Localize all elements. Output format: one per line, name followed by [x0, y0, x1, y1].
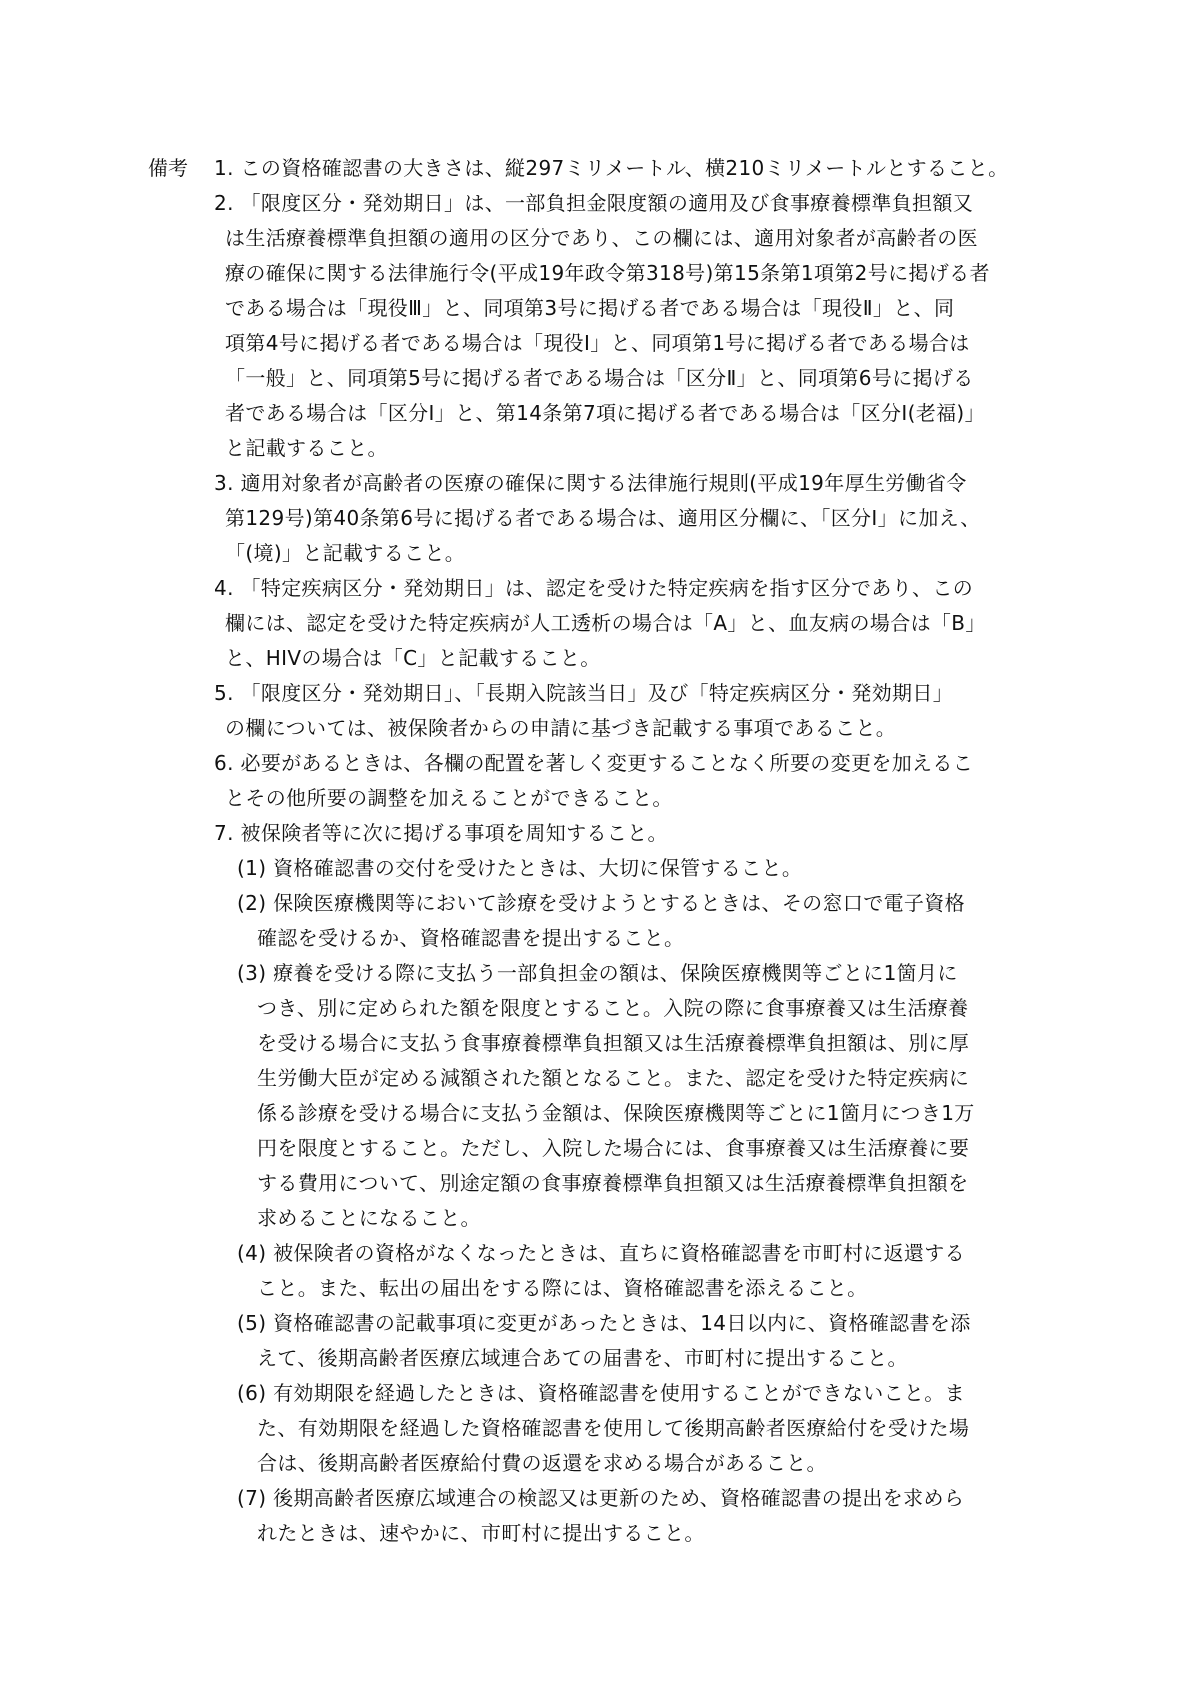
- note-line: と記載すること。: [225, 436, 388, 460]
- note-line: 欄には、認定を受けた特定疾病が人工透析の場合は「A」と、血友病の場合は「B」: [225, 611, 986, 635]
- subitem-line: 円を限度とすること。ただし、入院した場合には、食事療養又は生活療養に要: [257, 1136, 970, 1160]
- subitem-line: た、有効期限を経過した資格確認書を使用して後期高齢者医療給付を受けた場: [257, 1416, 970, 1440]
- subitem-line: (7) 後期高齢者医療広域連合の検認又は更新のため、資格確認書の提出を求めら: [237, 1486, 965, 1510]
- note-line: とその他所要の調整を加えることができること。: [225, 786, 673, 810]
- note-line: 7. 被保険者等に次に掲げる事項を周知すること。: [214, 821, 668, 845]
- note-line: は生活療養標準負担額の適用の区分であり、この欄には、適用対象者が高齢者の医: [225, 226, 978, 250]
- note-line: 5. 「限度区分・発効期日」、「長期入院該当日」及び「特定疾病区分・発効期日」: [214, 681, 954, 705]
- subitem-line: 確認を受けるか、資格確認書を提出すること。: [257, 926, 685, 950]
- note-line: 4. 「特定疾病区分・発効期日」は、認定を受けた特定疾病を指す区分であり、この: [214, 576, 974, 600]
- note-line: 3. 適用対象者が高齢者の医療の確保に関する法律施行規則(平成19年厚生労働省令: [214, 471, 967, 495]
- subitem-line: (1) 資格確認書の交付を受けたときは、大切に保管すること。: [237, 856, 803, 880]
- note-line: 2. 「限度区分・発効期日」は、一部負担金限度額の適用及び食事療養標準負担額又: [214, 191, 974, 215]
- note-line: 第129号)第40条第6号に掲げる者である場合は、適用区分欄に、「区分Ⅰ」に加え、: [225, 506, 981, 530]
- note-line: 1. この資格確認書の大きさは、縦297ミリメートル、横210ミリメートルとすること。: [214, 156, 1009, 180]
- subitem-line: (6) 有効期限を経過したときは、資格確認書を使用することができないこと。ま: [237, 1381, 965, 1405]
- subitem-line: 合は、後期高齢者医療給付費の返還を求める場合があること。: [257, 1451, 827, 1475]
- subitem-line: (2) 保険医療機関等において診療を受けようとするときは、その窓口で電子資格: [237, 891, 965, 915]
- note-line: 項第4号に掲げる者である場合は「現役Ⅰ」と、同項第1号に掲げる者である場合は: [225, 331, 970, 355]
- note-line: 「(境)」と記載すること。: [225, 541, 466, 565]
- subitem-line: (5) 資格確認書の記載事項に変更があったときは、14日以内に、資格確認書を添: [237, 1311, 971, 1335]
- note-line: 療の確保に関する法律施行令(平成19年政令第318号)第15条第1項第2号に掲げる者: [225, 261, 990, 285]
- subitem-line: 生労働大臣が定める減額された額となること。また、認定を受けた特定疾病に: [257, 1066, 970, 1090]
- note-line: 6. 必要があるときは、各欄の配置を著しく変更することなく所要の変更を加えるこ: [214, 751, 974, 775]
- subitem-line: れたときは、速やかに、市町村に提出すること。: [257, 1521, 705, 1545]
- subitem-line: つき、別に定められた額を限度とすること。入院の際に食事療養又は生活療養: [257, 996, 969, 1020]
- note-line: 者である場合は「区分Ⅰ」と、第14条第7項に掲げる者である場合は「区分Ⅰ(老福)」: [225, 401, 985, 425]
- subitem-line: えて、後期高齢者医療広域連合あての届書を、市町村に提出すること。: [257, 1346, 908, 1370]
- subitem-line: 係る診療を受ける場合に支払う金額は、保険医療機関等ごとに1箇月につき1万: [257, 1101, 975, 1125]
- subitem-line: 求めることになること。: [257, 1206, 481, 1230]
- note-line: である場合は「現役Ⅲ」と、同項第3号に掲げる者である場合は「現役Ⅱ」と、同: [225, 296, 955, 320]
- note-line: 「一般」と、同項第5号に掲げる者である場合は「区分Ⅱ」と、同項第6号に掲げる: [225, 366, 974, 390]
- subitem-line: (4) 被保険者の資格がなくなったときは、直ちに資格確認書を市町村に返還する: [237, 1241, 965, 1265]
- subitem-line: (3) 療養を受ける際に支払う一部負担金の額は、保険医療機関等ごとに1箇月に: [237, 961, 958, 985]
- remarks-label: 備考: [148, 156, 188, 180]
- subitem-line: する費用について、別途定額の食事療養標準負担額又は生活療養標準負担額を: [257, 1171, 969, 1195]
- note-line: の欄については、被保険者からの申請に基づき記載する事項であること。: [225, 716, 897, 740]
- note-line: と、HIVの場合は「C」と記載すること。: [225, 646, 601, 670]
- subitem-line: を受ける場合に支払う食事療養標準負担額又は生活療養標準負担額は、別に厚: [257, 1031, 970, 1055]
- subitem-line: こと。また、転出の届出をする際には、資格確認書を添えること。: [257, 1276, 868, 1300]
